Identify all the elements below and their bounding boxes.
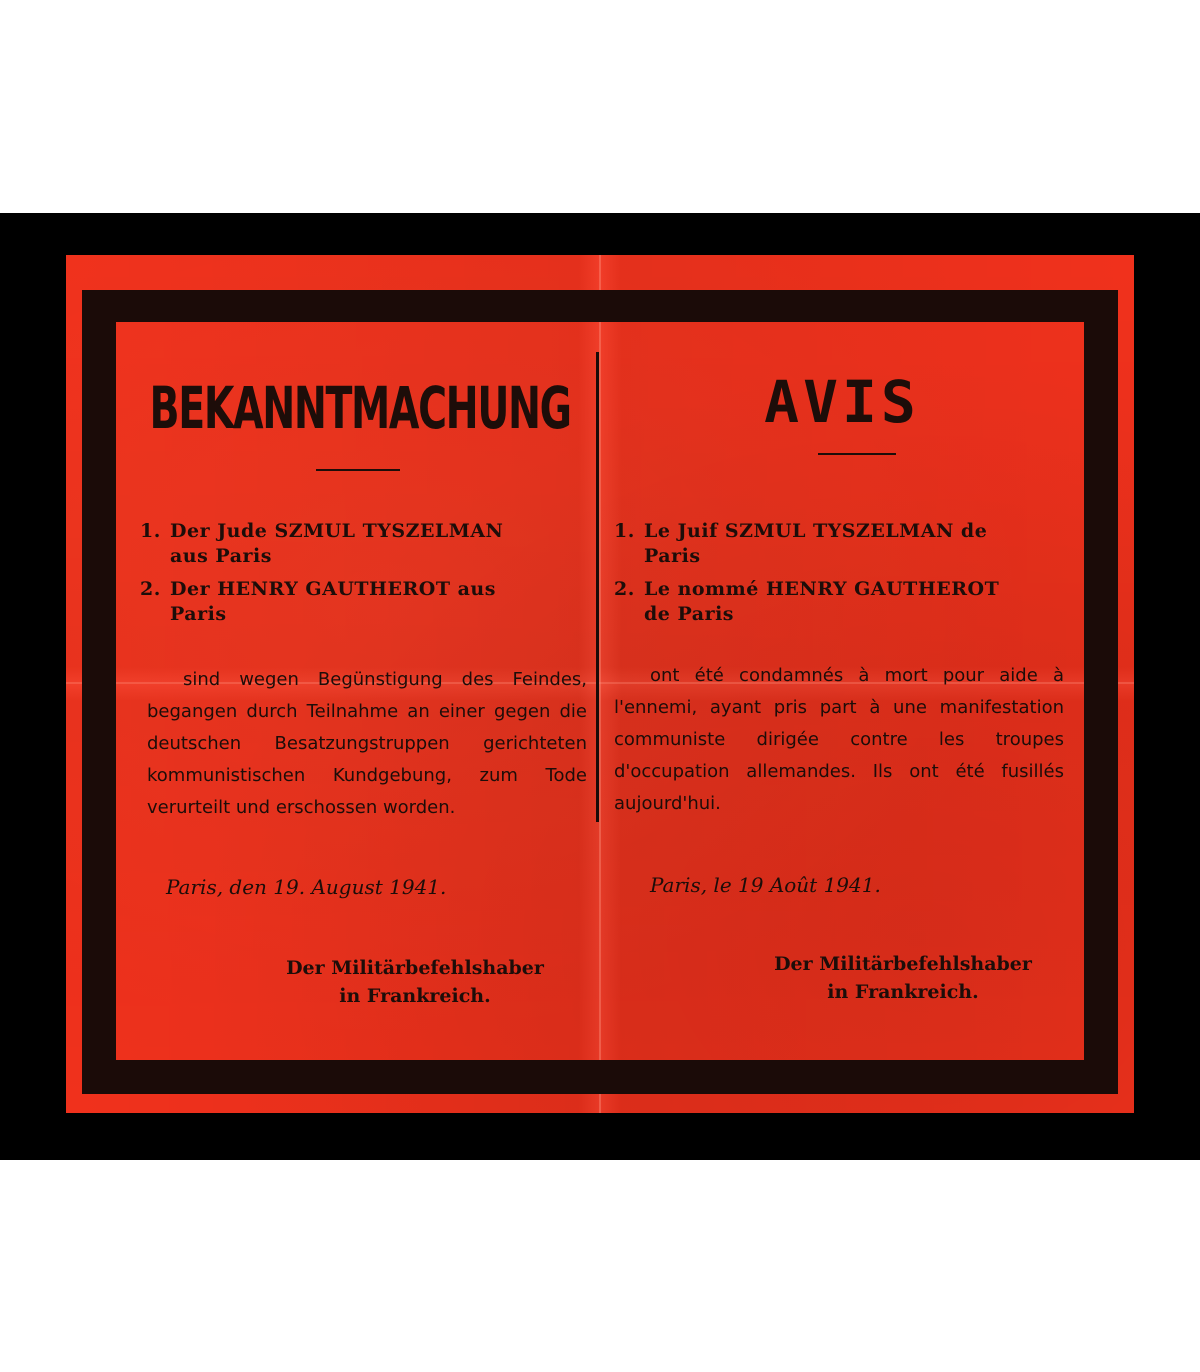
- french-item-2-number: 2.: [614, 578, 635, 600]
- french-item-1-line-1: Le Juif SZMUL TYSZELMAN de: [644, 520, 988, 542]
- french-body: [614, 660, 1064, 820]
- french-body-paragraph: ont été condamnés à mort pour aide à l'ennemi, ayant pris part à une manifestation communiste dirigée contre les troupes d'occupation allemandes. Ils ont été fusillés aujourd'hui.: [614, 665, 1064, 814]
- column-divider: [596, 352, 599, 822]
- german-body-paragraph: sind wegen Begünstigung des Feindes, begangen durch Teilnahme an einer gegen die deutschen Besatzungstruppen gerichteten kommunistischen Kundgebung, zum Tode verurteilt und erschossen worden.: [147, 669, 587, 818]
- french-signature-line-2: in Frankreich.: [827, 981, 979, 1003]
- french-item-1-line-2: Paris: [644, 545, 701, 567]
- german-signature-line-2: in Frankreich.: [339, 985, 491, 1007]
- french-dateline: Paris, le 19 Août 1941.: [650, 873, 881, 897]
- german-item-1-number: 1.: [140, 520, 161, 542]
- mourning-border-right: [1084, 290, 1118, 1094]
- mourning-border-left: [82, 290, 116, 1094]
- mourning-border-bottom: [82, 1060, 1118, 1094]
- german-name-item-1: [140, 519, 590, 569]
- german-item-1-line-2: aus Paris: [170, 545, 272, 567]
- french-names-list: [614, 519, 1066, 635]
- german-item-2-number: 2.: [140, 578, 161, 600]
- french-item-1-number: 1.: [614, 520, 635, 542]
- french-signature: [746, 950, 1060, 1006]
- german-item-1-line-1: Der Jude SZMUL TYSZELMAN: [170, 520, 504, 542]
- french-name-item-2: [614, 577, 1066, 627]
- french-item-2-line-2: de Paris: [644, 603, 735, 625]
- french-headline: AVIS: [764, 368, 920, 436]
- french-headline-rule: [818, 453, 896, 455]
- german-name-item-2: [140, 577, 590, 627]
- french-signature-line-1: Der Militärbefehlshaber: [774, 953, 1032, 975]
- french-name-item-1: [614, 519, 1066, 569]
- german-signature-line-1: Der Militärbefehlshaber: [286, 957, 544, 979]
- german-signature: [254, 954, 576, 1010]
- german-body: [147, 664, 587, 824]
- german-headline-rule: [316, 469, 400, 471]
- german-headline: BEKANNTMACHUNG: [149, 374, 571, 442]
- german-item-2-line-1: Der HENRY GAUTHEROT aus: [170, 578, 496, 600]
- french-item-2-line-1: Le nommé HENRY GAUTHEROT: [644, 578, 1000, 600]
- mourning-border-top: [82, 290, 1118, 322]
- german-names-list: [140, 519, 590, 635]
- german-item-2-line-2: Paris: [170, 603, 227, 625]
- german-dateline: Paris, den 19. August 1941.: [166, 875, 447, 899]
